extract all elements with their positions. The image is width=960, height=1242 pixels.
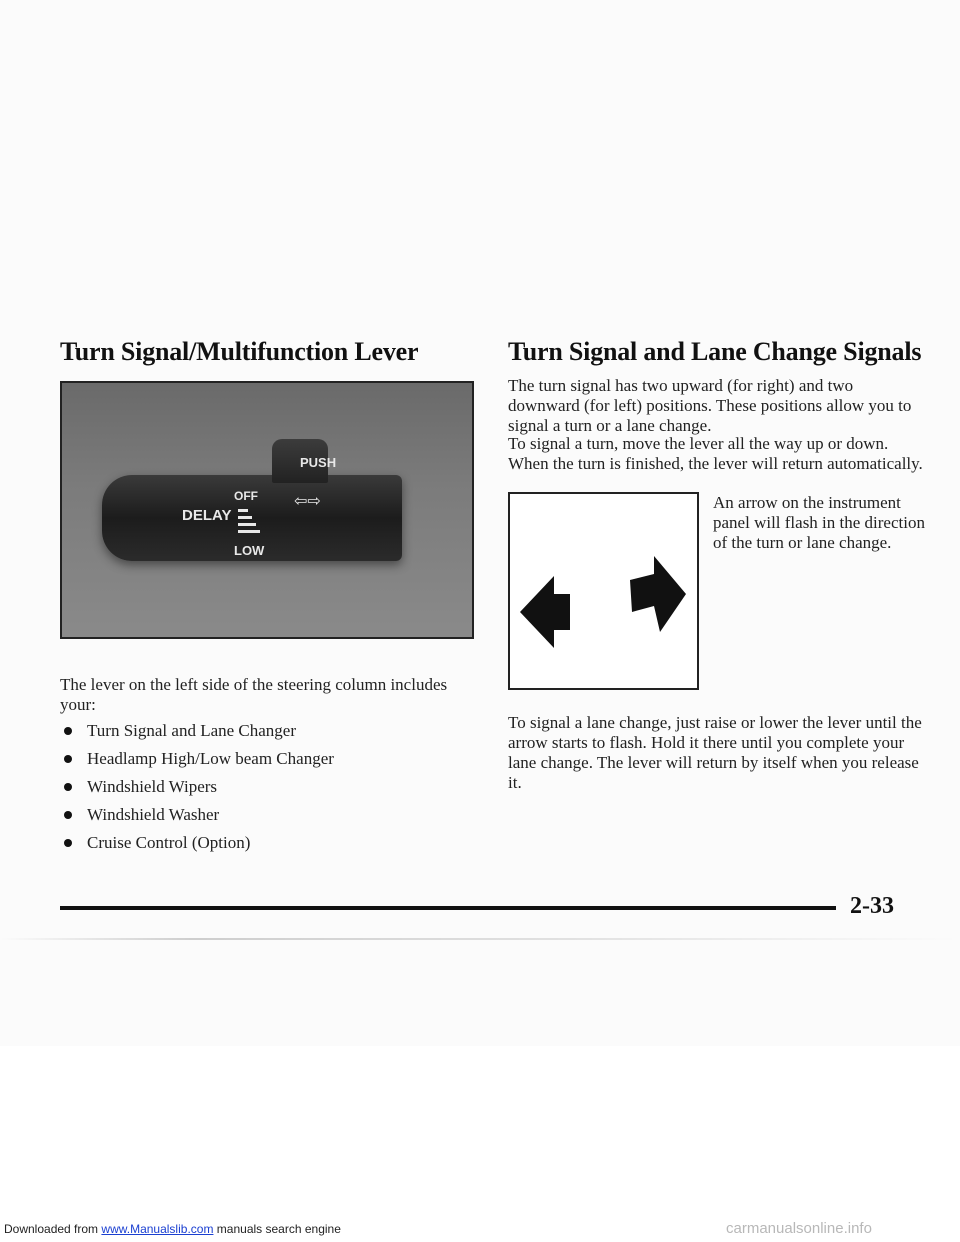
page-rule	[60, 906, 836, 910]
bullet-icon	[64, 755, 72, 763]
watermark: carmanualsonline.info	[726, 1220, 872, 1237]
manualslib-link[interactable]: www.Manualslib.com	[101, 1222, 214, 1236]
list-item: Cruise Control (Option)	[60, 829, 334, 857]
bullet-icon	[64, 783, 72, 791]
scan-edge	[0, 938, 960, 940]
page-margin	[0, 1046, 960, 1242]
list-item: Windshield Wipers	[60, 773, 334, 801]
wiper-speed-bars	[238, 509, 262, 537]
lever-label-push: PUSH	[300, 455, 337, 470]
bullet-icon	[64, 839, 72, 847]
lever-label-low: LOW	[234, 543, 265, 558]
lever-feature-list	[60, 717, 334, 857]
lever-intro-text: The lever on the left side of the steering column includes your:	[60, 675, 448, 714]
lever-label-delay: DELAY	[182, 507, 232, 524]
list-item: Headlamp High/Low beam Changer	[60, 745, 334, 773]
section-heading-multifunction-lever: Turn Signal/Multifunction Lever	[60, 337, 419, 366]
washer-headlamp-icons: ⇦⇨	[294, 491, 321, 510]
section-heading-turn-signals: Turn Signal and Lane Change Signals	[508, 337, 922, 366]
list-item: Windshield Washer	[60, 801, 334, 829]
multifunction-lever-photo	[60, 381, 474, 639]
arrow-caption-text: An arrow on the instrument panel will flash in the direction of the turn or lane change.	[713, 493, 925, 552]
lane-change-text: To signal a lane change, just raise or lower the lever until the arrow starts to flash. Hold it there until you complete your lane change. The lever will return by itself when you release it.	[508, 713, 922, 792]
bullet-icon	[64, 811, 72, 819]
lever-label-off: OFF	[234, 489, 258, 503]
turn-signal-positions-text: The turn signal has two upward (for right) and two downward (for left) positions. These positions allow you to signal a turn or a lane change.	[508, 376, 912, 435]
download-footer: Downloaded from www.Manualslib.com manuals search engine	[4, 1222, 341, 1236]
list-item: Turn Signal and Lane Changer	[60, 717, 334, 745]
page-number: 2-33	[850, 893, 894, 919]
turn-arrows-illustration	[508, 492, 699, 690]
bullet-icon	[64, 727, 72, 735]
signal-turn-text: To signal a turn, move the lever all the way up or down. When the turn is finished, the lever will return automatically.	[508, 434, 923, 473]
left-arrow-icon	[520, 576, 570, 648]
right-arrow-icon	[630, 556, 686, 632]
